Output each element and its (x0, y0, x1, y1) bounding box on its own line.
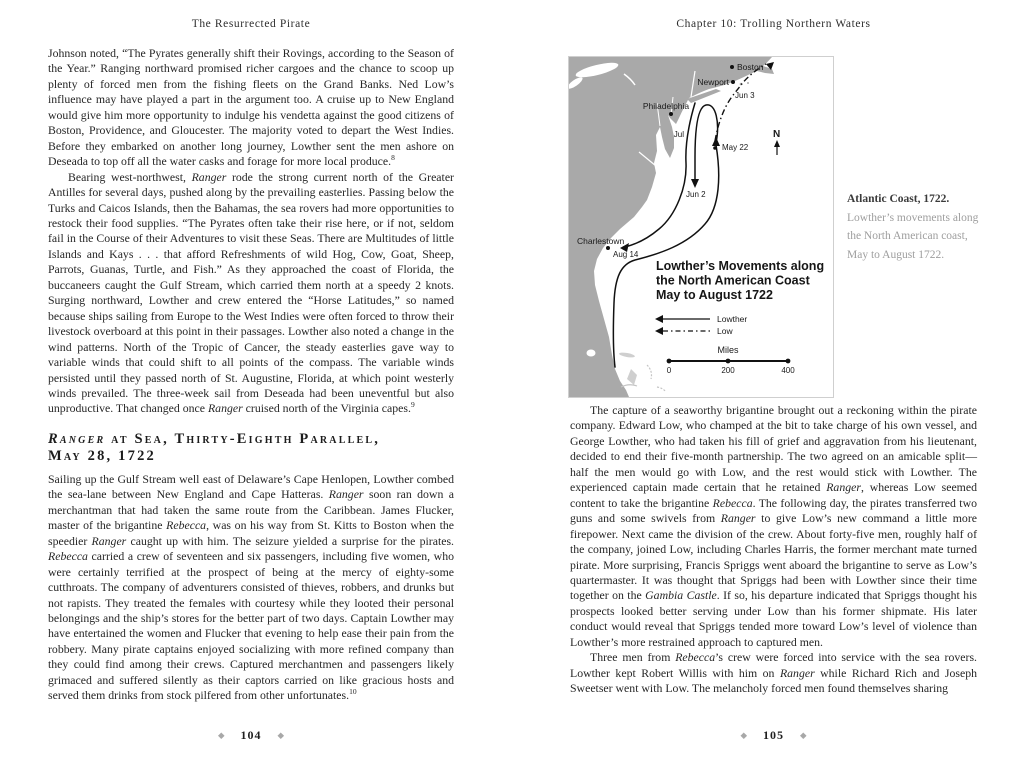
waypoint-dot-may22 (713, 146, 717, 150)
map-label-jun2: Jun 2 (686, 190, 706, 199)
map-label-philadelphia: Philadelphia (642, 101, 690, 111)
paragraph: Bearing west-northwest, Ranger rode the strong current north of the Greater Antilles for several days, pushed along by the prevailing easterlies. Passing below the Turks and Caicos Islands, then the Bahamas, the sea rovers had more opportunities to restock their food supplies. “The Pyrates often take their rise here, or if not, seldom fail in the Course of their Adventures to visit these Seas. There are Multitudes of little Islands and Kays . . . that afford Refreshments of wild Hog, Cow, Goat, Sheep, Parrots, Guanas, Turtle, and Fish.” As they approached the coast of Florida, the buccaneers caught the Gulf Stream, which carried them north at a speedy 2 knots. Surging northward, Lowther and crew entered the “Horse Latitudes,” so named because ships sailing from Europe to the West Indies were often forced to throw their livestock overboard at this point in their passages. Lowther also noted a change in the wind patterns. North of the Tropic of Cancer, the steady easterlies gave way to variable winds that could shift to all points of the compass. The variable winds persisted until they passed north of St. Augustine, Florida, at which point westerly winds prevailed. The three-week sail from Deseada had been uneventful but also unproductive. That changed once Ranger cruised north of the Virginia capes.$^9$ (48, 169, 454, 416)
map-label-aug14: Aug 14 (613, 250, 639, 259)
scale-tick-400: 400 (781, 366, 795, 375)
section-heading-line1: Ranger at Sea, Thirty-Eighth Parallel, (48, 430, 381, 447)
running-header-right: Chapter 10: Trolling Northern Waters (676, 18, 871, 30)
island-dot (747, 82, 749, 84)
bahamas-island (657, 387, 666, 392)
map-title-line3: May to August 1722 (656, 288, 773, 302)
page-number: 105 (763, 728, 784, 742)
map-caption (847, 190, 989, 264)
legend-low-arrowhead (655, 327, 663, 335)
diamond-ornament-icon: ◆ (800, 730, 807, 740)
bahamas-island (619, 352, 635, 359)
arrowhead-jun2 (691, 179, 699, 188)
map-label-boston: Boston (737, 62, 764, 72)
left-page-body (48, 46, 454, 704)
map-label-may22: May 22 (722, 143, 749, 152)
scale-bar-dot (786, 359, 791, 364)
scale-miles-label: Miles (717, 345, 739, 355)
diamond-ornament-icon: ◆ (217, 730, 225, 740)
page-number: 104 (240, 728, 262, 742)
section-heading (48, 431, 454, 465)
lake-okeechobee (587, 350, 596, 357)
scale-bar-dot (726, 359, 731, 364)
city-dot-philadelphia (669, 112, 673, 116)
north-arrow-head (774, 140, 780, 147)
north-label: N (773, 129, 781, 140)
page-number-left (48, 728, 454, 743)
legend-lowther-label: Lowther (717, 314, 748, 324)
paragraph: Three men from Rebecca’s crew were forced into service with the sea rovers. Lowther kept Robert Willis with him on Ranger while Richard Rich and Joseph Sweetser went with Low. The melancholy forced men found themselves sharing (570, 650, 977, 696)
right-page-body (570, 403, 977, 697)
running-header-left: The Resurrected Pirate (191, 18, 311, 30)
legend-lowther-arrowhead (655, 315, 663, 323)
bahamas-island (627, 369, 637, 385)
map-label-jul: Jul (673, 130, 684, 139)
map-title-line2: the North American Coast (656, 273, 810, 288)
diamond-ornament-icon: ◆ (277, 730, 285, 740)
map-label-jun3: Jun 3 (735, 91, 755, 100)
arrowhead-may22 (712, 137, 720, 146)
scale-tick-200: 200 (721, 366, 735, 375)
atlantic-coast-map (568, 56, 834, 398)
map-caption-body: Lowther’s movements along the North American coast, May to August 1722. (847, 211, 979, 261)
city-dot-newport (731, 80, 735, 84)
map-label-newport: Newport (697, 77, 729, 87)
map-title-line1: Lowther’s Movements along (656, 259, 825, 273)
section-heading-line2: May 28, 1722 (48, 447, 156, 464)
map-label-charlestown: Charlestown (577, 236, 625, 246)
city-dot-boston (730, 65, 734, 69)
coast-map-svg (569, 57, 833, 397)
paragraph: Sailing up the Gulf Stream well east of Delaware’s Cape Henlopen, Lowther combed the sea-lane between New England and Cape Hatteras. Ranger soon ran down a merchantman that had taken the same route from the Caribbean. James Flucker, master of the brigantine Rebecca, was on his way from St. Kitts to Boston when the speedier Ranger caught up with him. The seizure yielded a surprise for the pirates. Rebecca carried a crew of seventeen and six passengers, including five women, who were certainly terrified at the prospect of being at the mercy of eighty-some cutthroats. The company of adventurers consisted of thieves, robbers, and drunks but not rapists. They treated the females with courtesy while they looted their personal belongings and the ship’s stores for the better part of two days. Captain Lowther may have entertained the women and Flucker that evening to help ease their pain from the robbery. Many pirate captains enjoyed socializing with more refined company than they could find among their crews. Captured merchantmen and passengers likely grimaced and suffered silently as their captors carried on like gracious hosts and served them drinks from stock pilfered from other unfortunates.$^{10}$ (48, 471, 454, 703)
paragraph: The capture of a seaworthy brigantine brought out a reckoning within the pirate company. Edward Low, who champed at the bit to take charge of his own vessel, and George Lowther, who had taken his fill of grief and aggravation from his lieutenant, decided to end their five-month partnership. The two agreed on an amicable split—half the men would go with Low, and the rest would stick with Lowther. The experienced captain made certain that he retained Ranger, whereas Low seemed content to take the brigantine Rebecca. The following day, the pirates transferred two guns and some swivels from Ranger to give Low’s new command a little more firepower. Next came the division of the crew. About forty-five men, roughly half of the company, joined Low, including Charles Harris, the former merchant mate turned pirate. More surprising, Francis Spriggs went aboard the brigantine to serve as Low’s quartermaster. It was thought that Spriggs had been with Lowther since their time together on the Gambia Castle. If so, his departure indicated that Spriggs thought his prospects looked better serving under Low than his former shipmate. His later conduct would reveal that Spriggs tended more toward Low’s level of violence than Lowther’s more restrained approach to captured men. (570, 403, 977, 649)
city-dot-charlestown (606, 246, 610, 250)
page-number-right (570, 728, 977, 743)
paragraph: Johnson noted, “The Pyrates generally shift their Rovings, according to the Season of the Year.” Ranging northward promised richer cargoes and the chance to scoop up plenty of forced men from the fishing fleets on the Grand Banks. Ned Low’s influence may have played a part in the argument too. A cruise up to New England would give him more opportunity to indulge his vendetta against the good citizens of Boston, Providence, and Gloucester. The majority voted to depart the West Indies. Before they embarked on another long journey, Lowther sent the men ashore on Deseada to top off all the water casks and forage for more local produce.$^8$ (48, 46, 454, 169)
scale-tick-0: 0 (666, 366, 672, 375)
legend-low-label: Low (717, 326, 733, 336)
scale-bar-dot (667, 359, 672, 364)
map-caption-title: Atlantic Coast, 1722. (847, 193, 950, 205)
diamond-ornament-icon: ◆ (740, 730, 747, 740)
bahamas-island (647, 365, 652, 379)
